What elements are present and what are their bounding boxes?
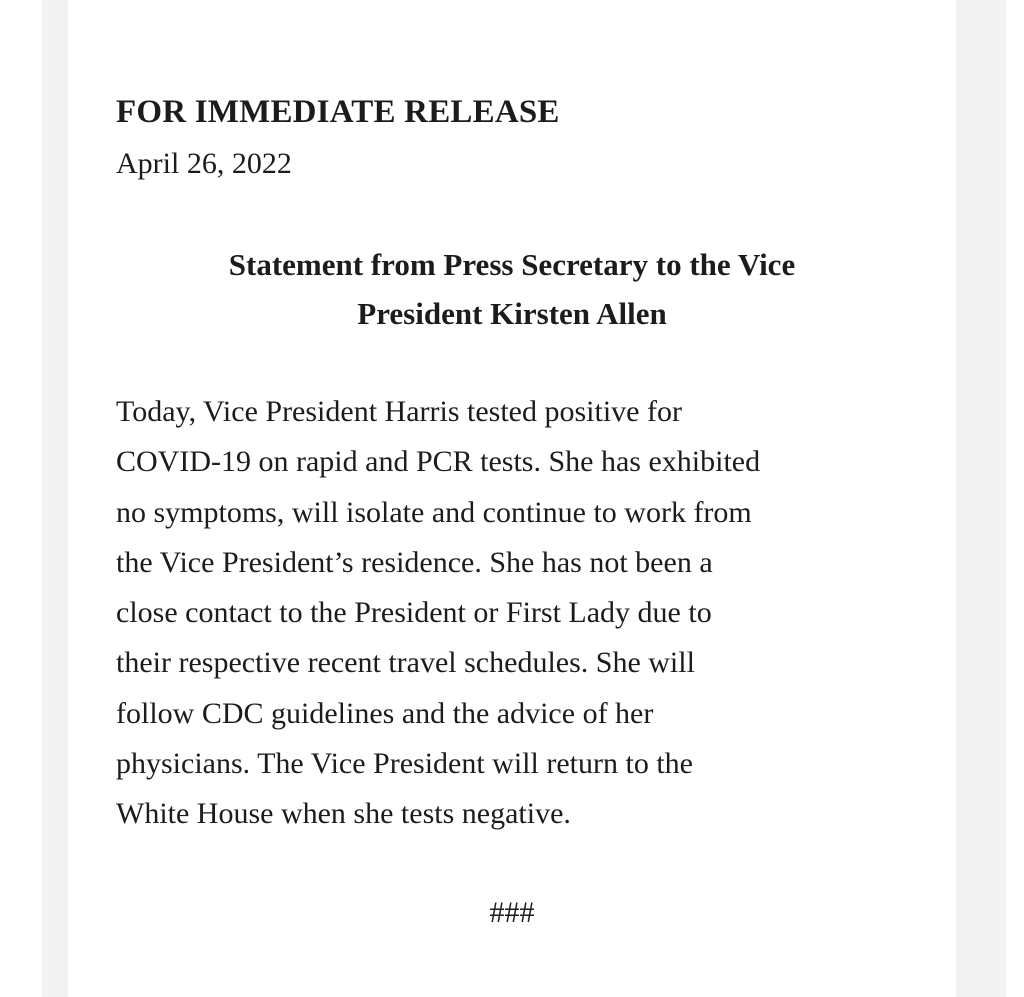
release-date: April 26, 2022 xyxy=(116,147,292,180)
left-margin xyxy=(0,0,42,997)
body-line: the Vice President’s residence. She has not been a xyxy=(116,545,713,579)
statement-body xyxy=(116,387,936,840)
body-line: follow CDC guidelines and the advice of her xyxy=(116,696,654,730)
press-release-page xyxy=(68,0,956,997)
body-line: COVID-19 on rapid and PCR tests. She has exhibited xyxy=(116,445,761,479)
body-line: White House when she tests negative. xyxy=(116,797,571,831)
statement-title xyxy=(68,240,956,338)
release-label: FOR IMMEDIATE RELEASE xyxy=(116,94,560,130)
body-line: Today, Vice President Harris tested positive for xyxy=(116,395,682,428)
body-line: physicians. The Vice President will return to the xyxy=(116,747,693,781)
end-mark: ### xyxy=(489,896,535,929)
body-line: their respective recent travel schedules. She will xyxy=(116,646,695,680)
right-margin xyxy=(1006,0,1024,997)
title-line: President Kirsten Allen xyxy=(357,296,667,331)
title-line: Statement from Press Secretary to the Vice xyxy=(228,247,796,282)
body-line: close contact to the President or First Lady due to xyxy=(116,596,712,630)
body-line: no symptoms, will isolate and continue to work from xyxy=(116,495,752,529)
